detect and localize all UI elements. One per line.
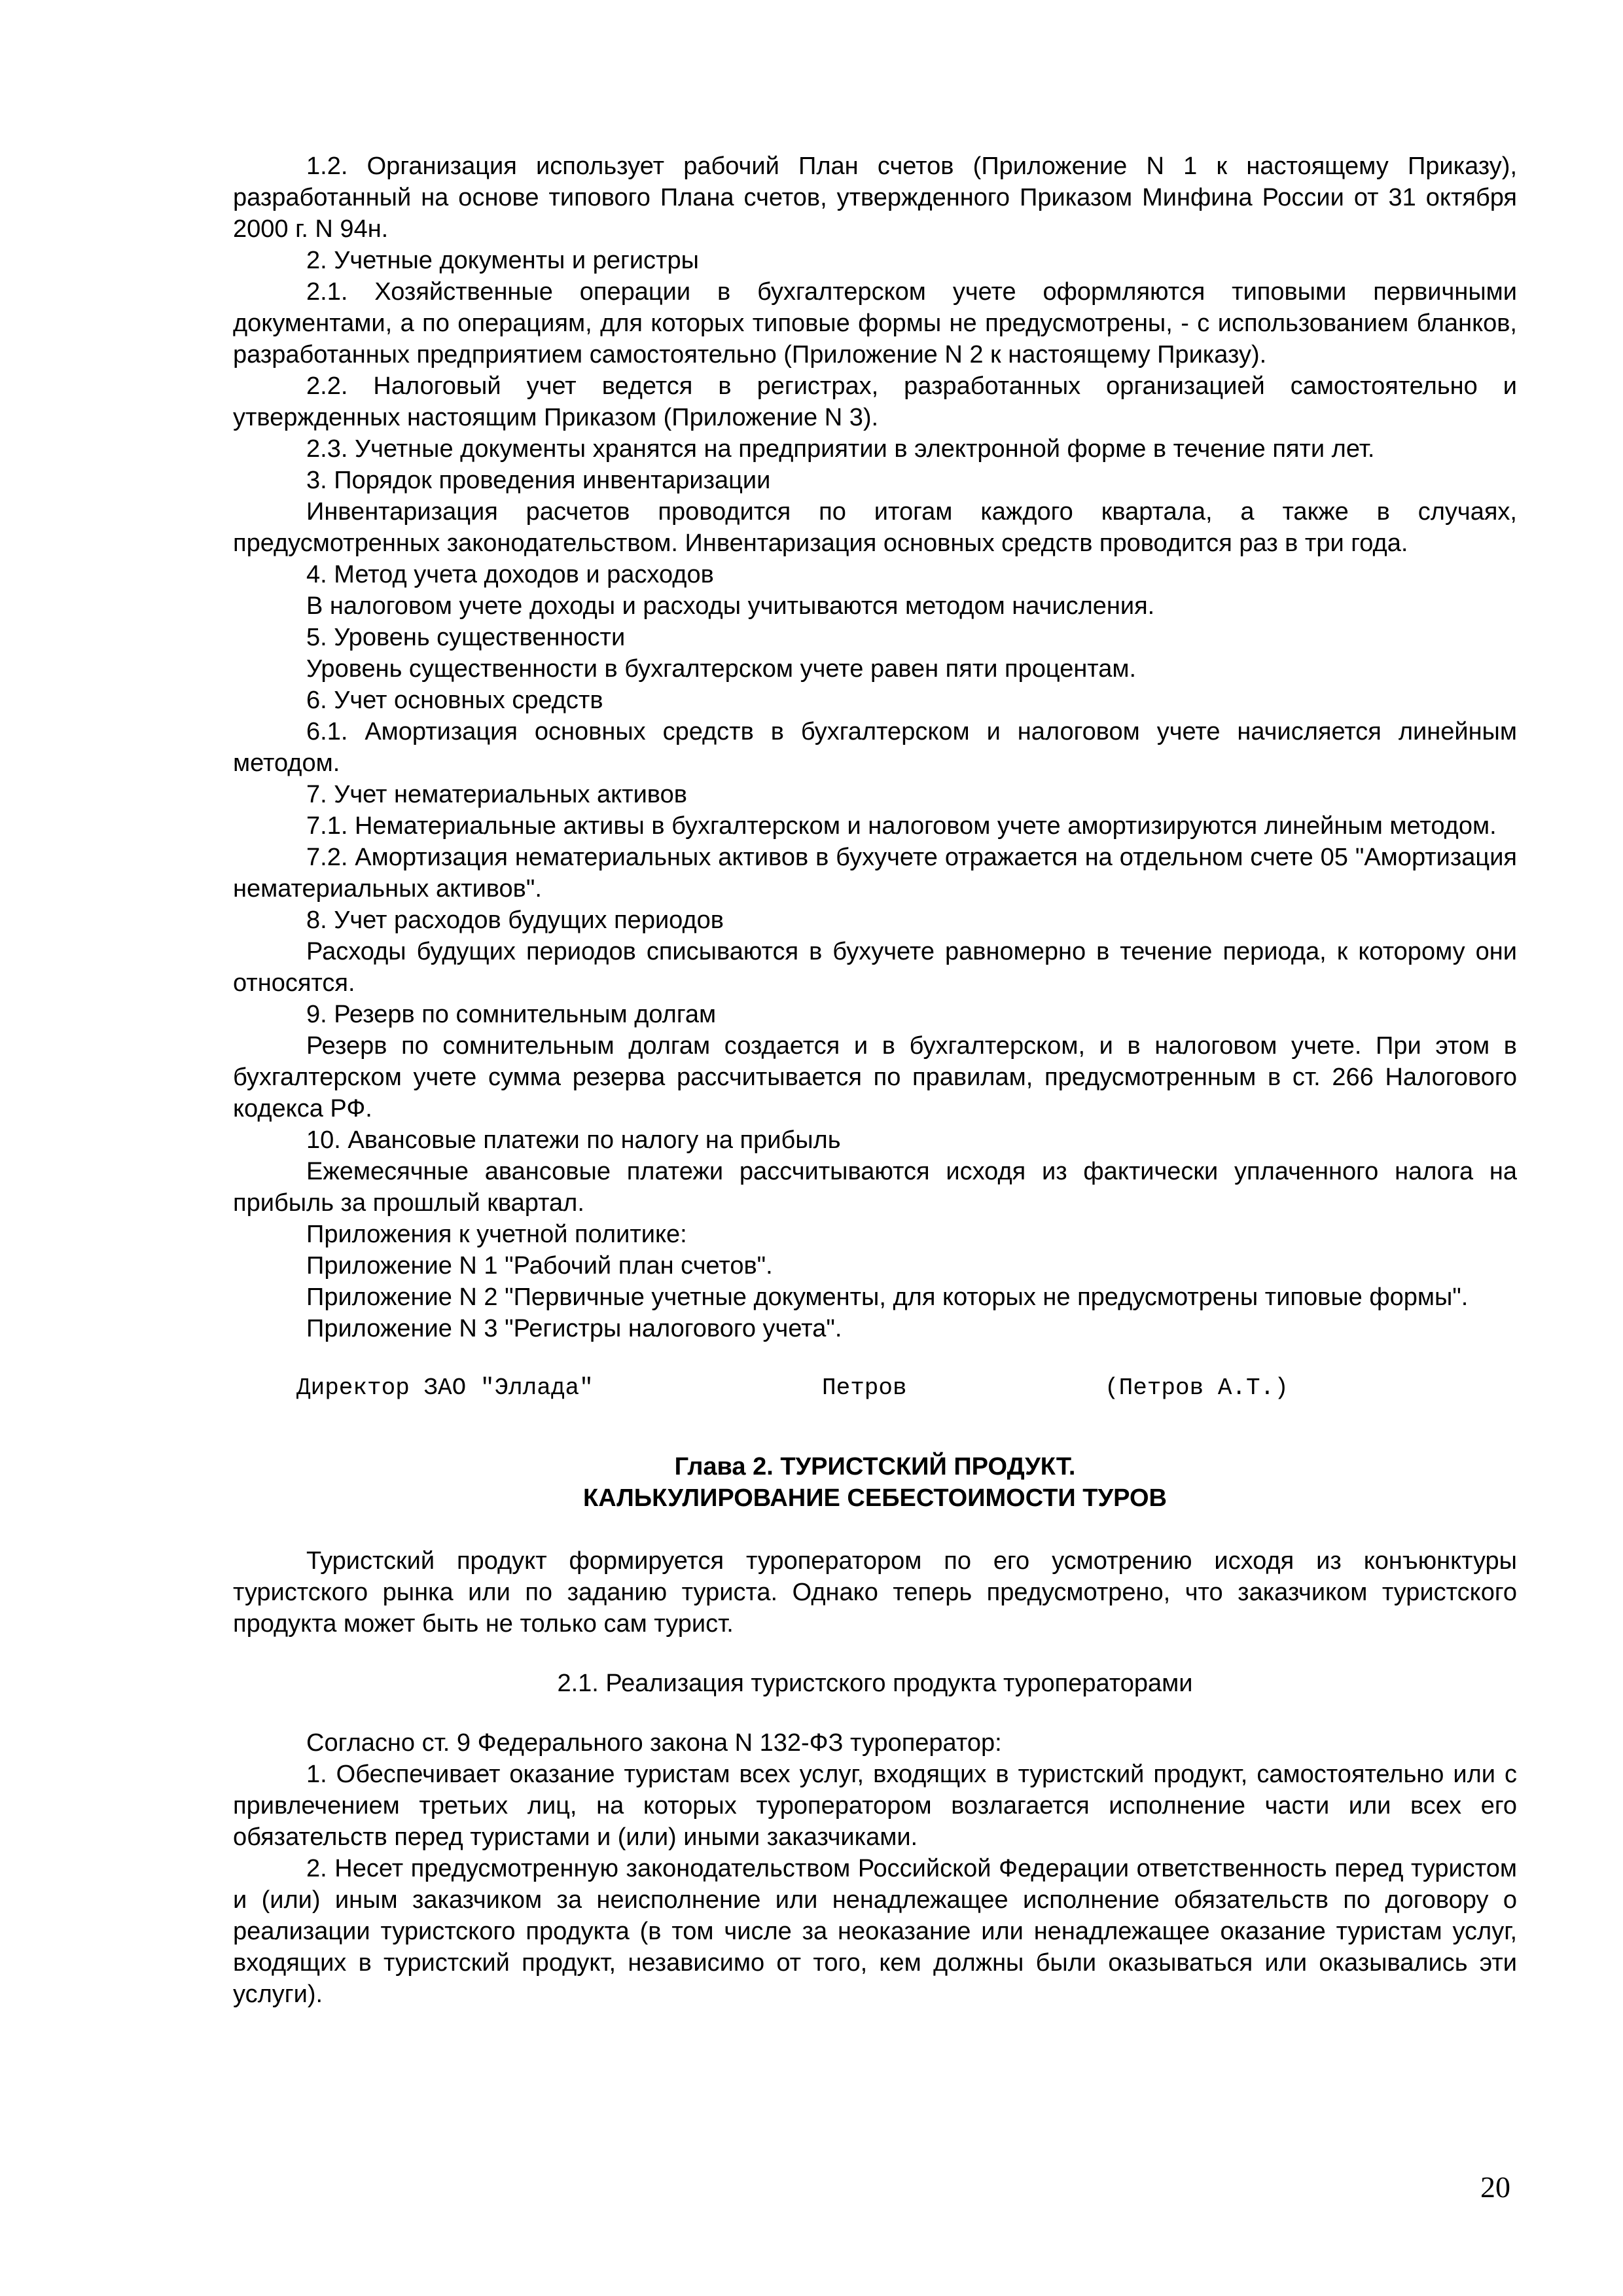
section-heading-2: 2. Учетные документы и регистры <box>306 247 699 274</box>
section-heading-10: 10. Авансовые платежи по налогу на прибыль <box>306 1126 841 1154</box>
paragraph-7-2: 7.2. Амортизация нематериальных активов в бухучете отражается на отдельном счете 05 "Амортизация нематериальных активов". <box>233 844 1517 903</box>
section-heading-3: 3. Порядок проведения инвентаризации <box>306 467 771 494</box>
chapter-title-line-1: Глава 2. ТУРИСТСКИЙ ПРОДУКТ. <box>674 1453 1076 1480</box>
paragraph-5: Уровень существенности в бухгалтерском учете равен пяти процентам. <box>306 655 1137 683</box>
paragraph-law-item-1: 1. Обеспечивает оказание туристам всех услуг, входящих в туристский продукт, самостоятельно или с привлечением третьих лиц, на которых туроператором возлагается исполнение части или всех его обязательств перед туристами и (или) иными заказчиками. <box>233 1761 1517 1851</box>
section-heading-9: 9. Резерв по сомнительным долгам <box>306 1001 717 1028</box>
signature-name: (Петров А.Т.) <box>1105 1374 1289 1401</box>
paragraph-10: Ежемесячные авансовые платежи рассчитываются исходя из фактически уплаченного налога на прибыль за прошлый квартал. <box>233 1158 1517 1217</box>
page-body <box>233 151 1517 2010</box>
paragraph-4: В налоговом учете доходы и расходы учитываются методом начисления. <box>306 592 1155 620</box>
paragraph-law-intro: Согласно ст. 9 Федерального закона N 132-ФЗ туроператор: <box>306 1729 1002 1757</box>
paragraph-3: Инвентаризация расчетов проводится по итогам каждого квартала, а также в случаях, предусмотренных законодательством. Инвентаризация основных средств проводится раз в три года. <box>233 498 1517 557</box>
chapter-intro: Туристский продукт формируется туроператором по его усмотрению исходя из конъюнктуры туристского рынка или по заданию туриста. Однако теперь предусмотрено, что заказчиком туристского продукта может быть не только сам турист. <box>233 1547 1517 1638</box>
section-title-2-1: 2.1. Реализация туристского продукта туроператорами <box>557 1670 1193 1697</box>
appendix-2: Приложение N 2 "Первичные учетные документы, для которых не предусмотрены типовые формы". <box>306 1283 1469 1311</box>
section-heading-5: 5. Уровень существенности <box>306 624 626 651</box>
appendix-3: Приложение N 3 "Регистры налогового учета". <box>306 1315 842 1342</box>
page-number: 20 <box>1480 2170 1510 2204</box>
paragraph-9: Резерв по сомнительным долгам создается и в бухгалтерском, и в налоговом учете. При этом в бухгалтерском учете сумма резерва рассчитывается по правилам, предусмотренным в ст. 266 Налогового кодекса РФ. <box>233 1032 1517 1122</box>
section-heading-8: 8. Учет расходов будущих периодов <box>306 906 724 934</box>
appendix-title: Приложения к учетной политике: <box>306 1221 687 1248</box>
section-heading-6: 6. Учет основных средств <box>306 687 603 714</box>
chapter-title-line-2: КАЛЬКУЛИРОВАНИЕ СЕБЕСТОИМОСТИ ТУРОВ <box>583 1484 1167 1512</box>
appendix-1: Приложение N 1 "Рабочий план счетов". <box>306 1252 773 1280</box>
paragraph-6-1: 6.1. Амортизация основных средств в бухгалтерском и налоговом учете начисляется линейным методом. <box>233 718 1517 777</box>
chapter-heading <box>233 1451 1517 1514</box>
section-heading-4: 4. Метод учета доходов и расходов <box>306 561 714 588</box>
paragraph-law-item-2: 2. Несет предусмотренную законодательством Российской Федерации ответственность перед туристом и (или) иным заказчиком за неисполнение или ненадлежащее исполнение обязательств по договору о реализации туристского продукта (в том числе за неоказание или ненадлежащее оказание туристам услуг, входящих в туристский продукт, независимо от того, кем должны были оказываться или оказывались эти услуги). <box>233 1855 1517 2008</box>
paragraph-7-1: 7.1. Нематериальные активы в бухгалтерском и налоговом учете амортизируются линейным методом. <box>306 812 1497 840</box>
section-heading-7: 7. Учет нематериальных активов <box>306 781 687 808</box>
paragraph-2-2: 2.2. Налоговый учет ведется в регистрах, разработанных организацией самостоятельно и утвержденных настоящим Приказом (Приложение N 3). <box>233 372 1517 431</box>
paragraph-2-3: 2.3. Учетные документы хранятся на предприятии в электронной форме в течение пяти лет. <box>306 435 1375 463</box>
paragraph-8: Расходы будущих периодов списываются в бухучете равномерно в течение периода, к которому они относятся. <box>233 938 1517 997</box>
signature-mark: Петров <box>822 1374 907 1401</box>
signature-position: Директор ЗАО "Эллада" <box>296 1374 594 1401</box>
paragraph-1-2: 1.2. Организация использует рабочий План счетов (Приложение N 1 к настоящему Приказу), разработанный на основе типового Плана счетов, утвержденного Приказом Минфина России от 31 октября 2000 г. N 94н. <box>233 152 1517 243</box>
paragraph-2-1: 2.1. Хозяйственные операции в бухгалтерском учете оформляются типовыми первичными документами, а по операциям, для которых типовые формы не предусмотрены, - с использованием бланков, разработанных предприятием самостоятельно (Приложение N 2 к настоящему Приказу). <box>233 278 1517 368</box>
signature-line <box>233 1372 1517 1404</box>
